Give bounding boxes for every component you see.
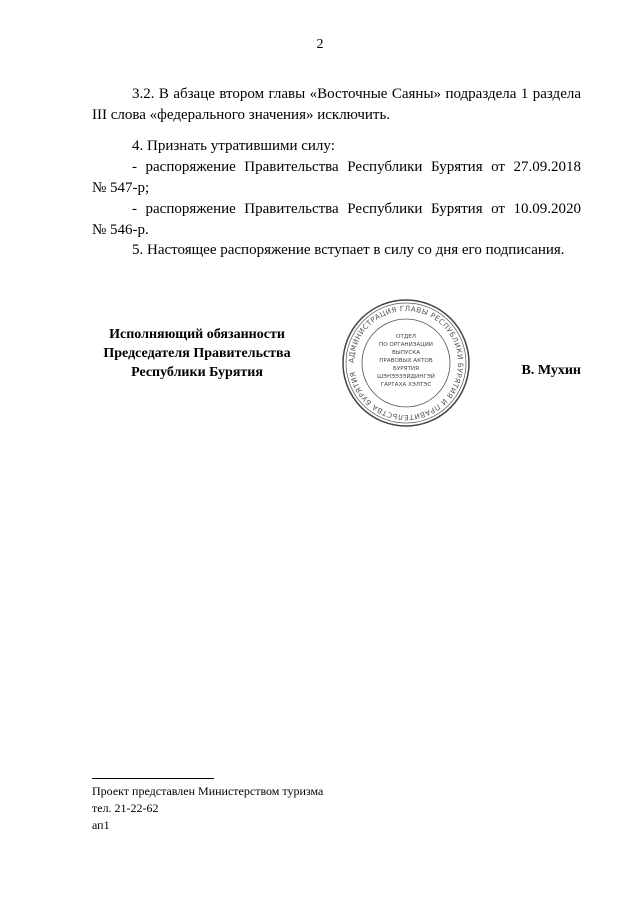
paragraph-5-text: 5. Настоящее распоряжение вступает в силу со дня его подписания.: [132, 242, 565, 258]
seal-center-line-1: ОТДЕЛ: [396, 334, 416, 340]
repealed-item-2-line-1: - распоряжение Правительства Республики Бурятия от 10.09.2020: [132, 201, 581, 217]
footnote-divider: [92, 778, 214, 779]
repealed-item-1-line-2: № 547-р;: [92, 180, 150, 196]
seal-center-line-6: ШЭНЭЭЗЭЙДИНГЭЙ: [377, 374, 435, 380]
footnote-line-3: ап1: [92, 818, 110, 832]
repealed-item-2-line-2: № 546-р.: [92, 222, 149, 238]
paragraph-3-2-line-2: III слова «федерального значения» исключить.: [92, 107, 391, 123]
paragraph-4: [92, 136, 581, 241]
page-number: 2: [316, 37, 324, 52]
seal-center-text: [377, 334, 435, 388]
official-seal: [341, 298, 471, 428]
seal-outer-text: АДМИНИСТРАЦИЯ ГЛАВЫ РЕСПУБЛИКИ БУРЯТИЯ И ПРАВИТЕЛЬСТВА БУРЯТИЯ: [346, 303, 466, 423]
seal-center-line-5: БУРЯТИЯ: [393, 366, 419, 372]
paragraph-3-2: [92, 84, 581, 126]
seal-center-line-2: ПО ОРГАНИЗАЦИИ: [379, 342, 433, 348]
footnote-line-2: тел. 21-22-62: [92, 801, 159, 815]
repealed-item-1-line-1: - распоряжение Правительства Республики Бурятия от 27.09.2018: [132, 159, 581, 175]
signatory-title-line-2: Председателя Правительства: [103, 346, 291, 361]
paragraph-3-2-line-1: 3.2. В абзаце втором главы «Восточные Саяны» подраздела 1 раздела: [132, 86, 581, 102]
seal-center-line-3: ВЫПУСКА: [391, 350, 421, 356]
signatory-title: [82, 325, 312, 382]
footnote-line-1: Проект представлен Министерством туризма: [92, 784, 324, 798]
signatory-name: В. Мухин: [521, 363, 581, 378]
paragraph-4-heading: 4. Признать утратившими силу:: [132, 138, 335, 154]
signatory-title-line-1: Исполняющий обязанности: [109, 327, 285, 342]
paragraph-5: [92, 240, 581, 261]
footnote: [92, 783, 323, 834]
signatory-title-line-3: Республики Бурятия: [131, 365, 263, 380]
seal-center-line-4: ПРАВОВЫХ АКТОВ: [379, 358, 433, 364]
seal-center-line-7: ГАРГАХА ХЭЛТЭС: [380, 382, 432, 388]
